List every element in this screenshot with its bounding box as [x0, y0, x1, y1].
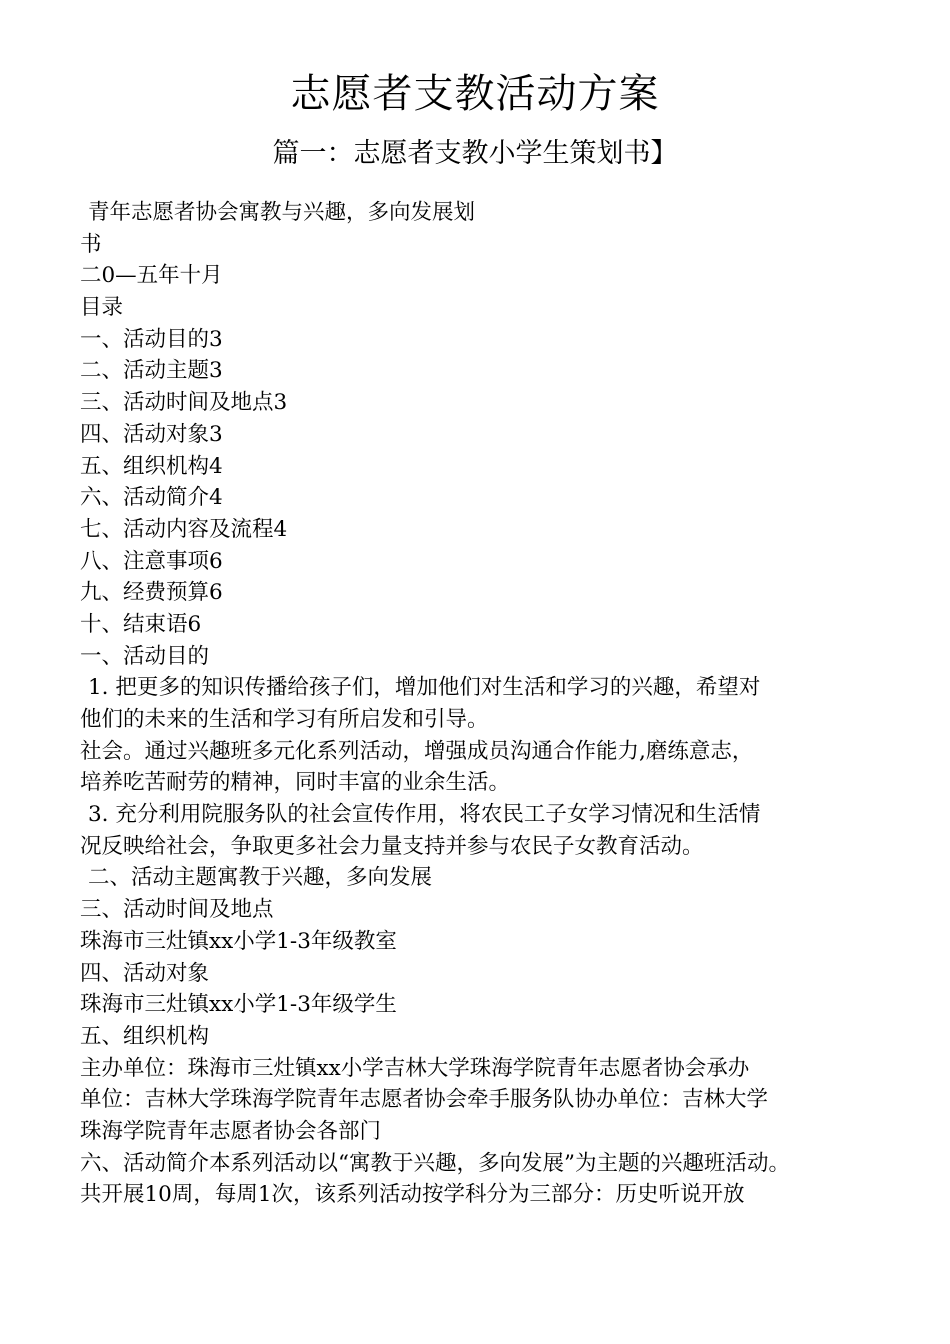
cover-date: 二0—五年十月 [80, 263, 223, 289]
toc-item: 十、结束语6 [80, 611, 202, 637]
toc-heading: 目录 [80, 295, 124, 321]
document-title: 志愿者支教活动方案 [290, 71, 660, 117]
toc-item: 七、活动内容及流程4 [80, 516, 288, 542]
section-3-heading: 三、活动时间及地点 [80, 897, 274, 923]
toc-item: 九、经费预算6 [80, 580, 223, 606]
toc-item: 三、活动时间及地点3 [80, 390, 288, 416]
section-1-paragraph-3b: 况反映给社会，争取更多社会力量支持并参与农民子女教育活动。 [80, 833, 704, 859]
section-1-paragraph-1a: 1. 把更多的知识传播给孩子们，增加他们对生活和学习的兴趣，希望对 [88, 675, 761, 701]
section-1-paragraph-1b: 他们的未来的生活和学习有所启发和引导。 [80, 707, 489, 732]
section-5-line-2: 单位：吉林大学珠海学院青年志愿者协会牵手服务队协办单位：吉林大学 [80, 1087, 769, 1113]
section-3-text: 珠海市三灶镇xx小学1-3年级教室 [80, 928, 397, 954]
section-2-heading: 二、活动主题寓教于兴趣，多向发展 [88, 865, 433, 891]
toc-item: 八、注意事项6 [80, 548, 223, 574]
toc-item: 一、活动目的3 [80, 326, 223, 352]
toc-item: 五、组织机构4 [80, 453, 223, 479]
section-1-paragraph-3a: 3. 充分利用院服务队的社会宣传作用，将农民工子女学习情况和生活情 [88, 802, 761, 828]
cover-line-2: 书 [80, 231, 102, 257]
section-6-line-2: 共开展10周，每周1次，该系列活动按学科分为三部分：历史听说开放 [80, 1182, 745, 1208]
document-subtitle: 篇一：志愿者支教小学生策划书】 [272, 138, 678, 169]
document-body [80, 197, 880, 1211]
section-5-line-1: 主办单位：珠海市三灶镇xx小学吉林大学珠海学院青年志愿者协会承办 [80, 1055, 750, 1081]
section-1-paragraph-2b: 培养吃苦耐劳的精神，同时丰富的业余生活。 [80, 770, 511, 796]
cover-line-1: 青年志愿者协会寓教与兴趣，多向发展划 [88, 200, 476, 225]
toc-item: 六、活动简介4 [80, 485, 223, 511]
section-1-heading: 一、活动目的 [80, 643, 210, 669]
toc-item: 四、活动对象3 [80, 421, 223, 447]
section-5-heading: 五、组织机构 [80, 1023, 210, 1049]
section-6-line-1: 六、活动简介本系列活动以“寓教于兴趣，多向发展”为主题的兴趣班活动。 [80, 1150, 790, 1176]
toc-item: 二、活动主题3 [80, 358, 223, 384]
section-1-paragraph-2a: 社会。通过兴趣班多元化系列活动，增强成员沟通合作能力,磨练意志， [80, 738, 754, 764]
section-5-line-3: 珠海学院青年志愿者协会各部门 [80, 1118, 382, 1144]
section-4-text: 珠海市三灶镇xx小学1-3年级学生 [80, 992, 397, 1018]
section-4-heading: 四、活动对象 [80, 960, 210, 986]
